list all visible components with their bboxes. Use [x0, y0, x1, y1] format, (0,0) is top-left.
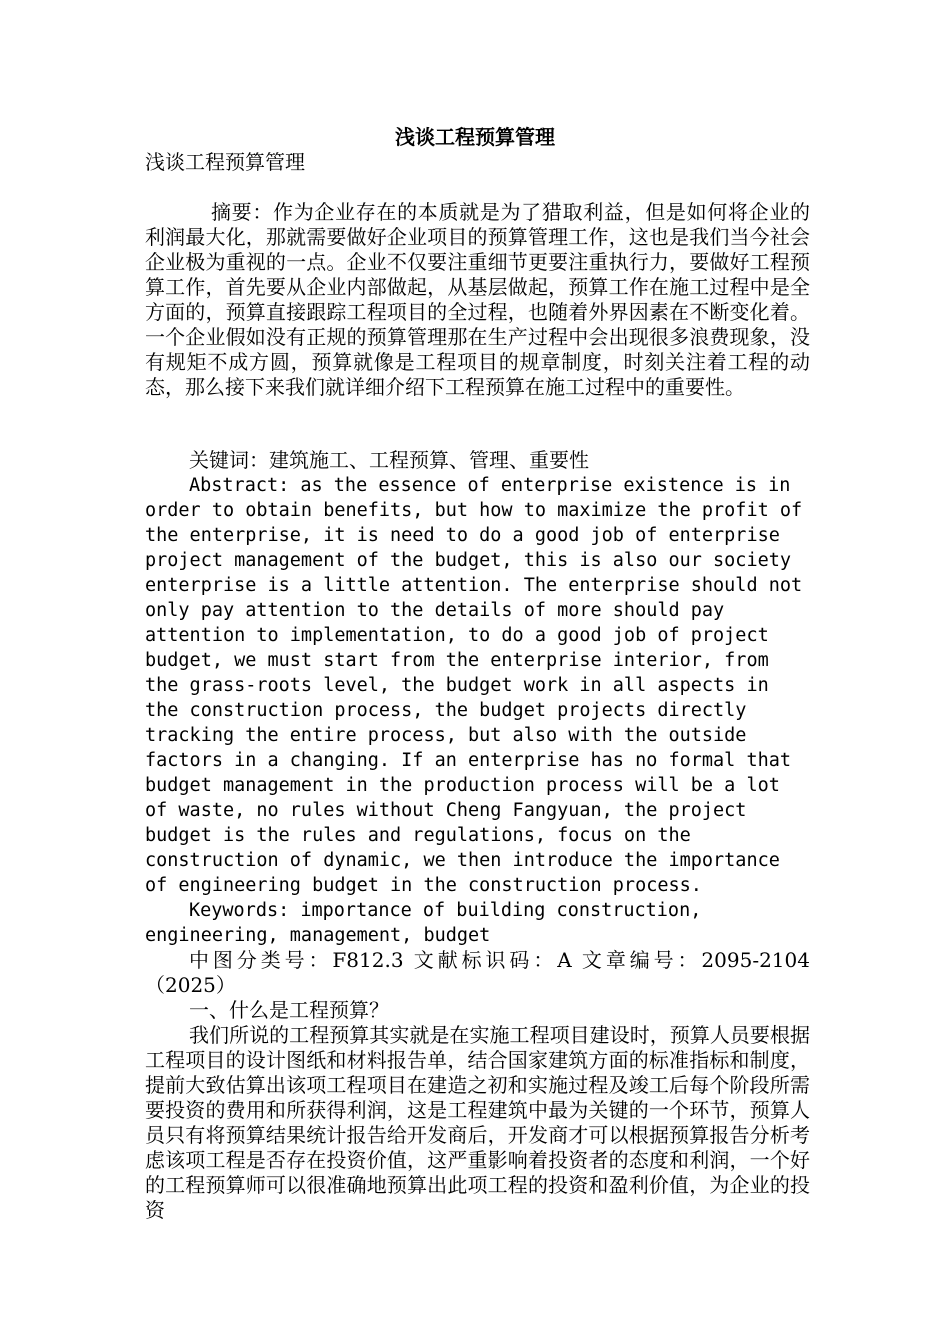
- document-subtitle: 浅谈工程预算管理: [145, 150, 305, 174]
- abstract-en: Abstract: as the essence of enterprise existence is in order to obtain benefits, but how to maximize the profit of the enterprise, it is need to do a good job of enterprise project management of the budget, this is also our society enterprise is a little attention. The enterprise should not only pay attention to the details of more should pay attention to implementation, to do a good job of project budget, we must start from the enterprise interior, from the grass-roots level, the budget work in all aspects in the construction process, the budget projects directly tracking the entire process, but also with the outside factors in a changing. If an enterprise has no formal that budget management in the production process will be a lot of waste, no rules without Cheng Fangyuan, the project budget is the rules and regulations, focus on the construction of dynamic, we then introduce the importance of engineering budget in the construction process.: [145, 475, 803, 896]
- keywords-cn-block: [145, 448, 810, 473]
- section-1-heading: 一、什么是工程预算？: [189, 998, 389, 1022]
- document-title: 浅谈工程预算管理: [395, 125, 555, 149]
- abstract-cn-block: [145, 200, 810, 400]
- classification-line: 中图分类号：F812.3 文献标识码：A 文章编号：2095-2104（2025）: [145, 948, 810, 997]
- body-block: [145, 473, 810, 1223]
- document-subtitle-block: [145, 150, 810, 175]
- section-1-body: 我们所说的工程预算其实就是在实施工程项目建设时，预算人员要根据工程项目的设计图纸和材料报告单，结合国家建筑方面的标准指标和制度，提前大致估算出该项工程项目在建造之初和实施过程及竣工后每个阶段所需要投资的费用和所获得利润，这是工程建筑中最为关键的一个环节，预算人员只有将预算结果统计报告给开发商后，开发商才可以根据预算报告分析考虑该项工程是否存在投资价值，这严重影响着投资者的态度和利润，一个好的工程预算师可以很准确地预算出此项工程的投资和盈利价值，为企业的投资: [145, 1023, 810, 1222]
- abstract-cn: 摘要：作为企业存在的本质就是为了猎取利益，但是如何将企业的利润最大化，那就需要做好企业项目的预算管理工作，这也是我们当今社会企业极为重视的一点。企业不仅要注重细节更要注重执行力，要做好工程预算工作，首先要从企业内部做起，从基层做起，预算工作在施工过程中是全方面的，预算直接跟踪工程项目的全过程，也随着外界因素在不断变化着。一个企业假如没有正规的预算管理那在生产过程中会出现很多浪费现象，没有规矩不成方圆，预算就像是工程项目的规章制度，时刻关注着工程的动态，那么接下来我们就详细介绍下工程预算在施工过程中的重要性。: [145, 200, 810, 399]
- keywords-cn: 关键词：建筑施工、工程预算、管理、重要性: [189, 448, 589, 472]
- keywords-en: Keywords: importance of building construction, engineering, management, budget: [145, 900, 702, 946]
